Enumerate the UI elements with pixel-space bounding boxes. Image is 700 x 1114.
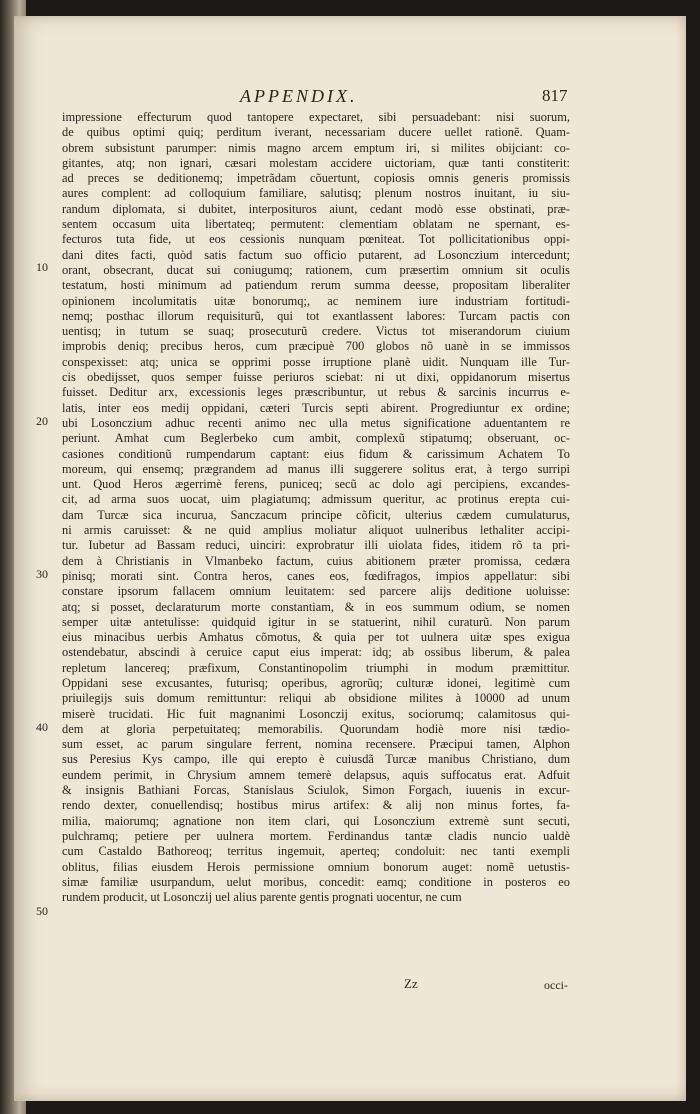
catchword: occi- [544, 978, 568, 992]
text-line: ni armis caruisset: & ne quid amplius moliatur aliquot uulneribus lethaliter accipi- [62, 523, 570, 538]
text-line: semper uitæ antetulisse: quidquid igitur in se statuerint, nihil curaturũ. Non parum [62, 614, 570, 629]
text-line: uentisq; in tutum se suaq; prosecuturũ credere. Victus tot miserandorum ciuium [62, 324, 570, 339]
text-line: ostendebatur, abscindi à ceruice caput eius imperat: idq; ab ossibus liberum, & palea [62, 645, 570, 660]
text-line: fuisset. Deditur arx, excessionis leges præscribuntur, ut rebus & sarcinis incurrus e- [62, 385, 570, 400]
text-line: tur. Iubetur ad Bassam reduci, uinciri: exprobratur illi uiolata fides, itidem rõ ta pri- [62, 538, 570, 553]
text-line: aures complent: ad colloquium familiare, salutisq; plenum nostros inuitant, iu siu- [62, 186, 570, 201]
body-text [62, 110, 570, 905]
text-line: pulchramq; petiere per uulnera mortem. Ferdinandus tantæ cladis nuncio ualdè [62, 828, 570, 843]
text-line: moreum, qui ensemq; prægrandem ad manus illi suggerere solitus erat, à tergo surripi [62, 461, 570, 476]
text-line: priuilegijs suis domum remittuntur: reliqui ab obsidione milites à 10000 ad unum [62, 691, 570, 706]
text-line: cit, ad arma suos uocat, uim plagiatumq; admissum queritur, ac protinus erepta cui- [62, 492, 570, 507]
text-line: eius minacibus uerbis Amhatus cõmotus, & quia per tot uulnera uitæ spes exigua [62, 630, 570, 645]
text-line: cum Castaldo Bathoreoq; territus ingemuit, aperteq; condoluit: nec tanti exempli [62, 844, 570, 859]
running-head: APPENDIX. [240, 86, 358, 106]
text-line: pinisq; morati sint. Contra heros, canes eos, fœdifragos, impios appellatur: sibi [62, 568, 570, 583]
margin-line-number: 40 [36, 720, 48, 734]
text-line: improbis deniq; precibus heros, cum præcipuè 700 globos nõ uanè in se immissos [62, 339, 570, 354]
text-line: gitantes, atq; non ignari, cæsari molestam accidere uictoriam, quæ tanti constiterit: [62, 155, 570, 170]
signature-mark: Zz [404, 976, 418, 991]
text-line: repletum lancereq; præfixum, Constantinopolim triumphi in modum præmittitur. [62, 660, 570, 675]
margin-line-number: 30 [36, 567, 48, 581]
text-line: conspexisset: atq; unica se opprimi posse irruptione planè uidit. Nunquam ille Tur- [62, 354, 570, 369]
text-line: dem à Christianis in Vlmanbeko factum, cuius abitionem præter promissa, cedæra [62, 553, 570, 568]
text-line: casiones conditionũ rumpendarum captant: eius fidum & carissimum Achatem To [62, 446, 570, 461]
text-line: eundem perimit, in Chrysium amnem temerè delapsus, aquis suffocatus erat. Adfuit [62, 767, 570, 782]
page-number: 817 [542, 86, 568, 105]
text-line: ubi Losonczium adhuc recenti animo nec ulla metus significatione aduentantem re [62, 415, 570, 430]
text-line: constare ipsorum fallacem omnium leuitatem: sed parcere alijs deditione uoluisse: [62, 584, 570, 599]
margin-line-number: 10 [36, 260, 48, 274]
text-line: latis, inter eos medij oppidani, cæteri Turcis septi abirent. Progrediuntur ex ordine; [62, 400, 570, 415]
text-line: nemq; posthac illorum requisiturũ, qui tot exantlassent labores: Turcam pactis con [62, 308, 570, 323]
text-line: Oppidani sese excusantes, futurisq; operibus, agrorũq; culturæ idonei, legitimè cum [62, 675, 570, 690]
text-line: atq; si posset, declaraturum morte constantiam, & in eos summum odium, se nomen [62, 599, 570, 614]
text-line: orant, obsecrant, ducat sui coniugumq; rationem, cum præsertim omnium sit oculis [62, 262, 570, 277]
text-line: miserè trucidati. Hic fuit magnanimi Losonczij exitus, sociorumq; calamitosus qui- [62, 706, 570, 721]
text-line: oblitus, filias eiusdem Herois permissione omnium bonorum auget: nomẽ uetustis- [62, 859, 570, 874]
text-line: fecturos tuta fide, ut eos cessionis nunquam pœniteat. Tot pollicitationibus oppi- [62, 232, 570, 247]
page-header [14, 86, 686, 110]
margin-line-number: 20 [36, 414, 48, 428]
text-line: obrem subsistunt parumper: nimis magno arcem emptum iri, si milites obijciant: co- [62, 140, 570, 155]
text-line: ad preces se deditionemq; impetrãdam cõuertunt, copiosis omnis generis promissis [62, 171, 570, 186]
text-line: periunt. Amhat cum Beglerbeko cum ambit, complexũ stipatumq; obseruant, oc- [62, 431, 570, 446]
text-line: impressione effecturum quod tantopere expectaret, sibi persuadebant: nisi suorum, [62, 110, 570, 124]
text-line: cis obedijsset, quos semper fuisse periuros sciebat: ni ut dixi, oppidanorum misertus [62, 370, 570, 385]
text-line: sum esset, ac parum singulare ferrent, nomina recensere. Præcipui tamen, Alphon [62, 737, 570, 752]
text-line: opinionem incolumitatis uitæ bonorumq;, ac neminem iure industriam fortitudi- [62, 293, 570, 308]
text-line: rendo dexter, conuellendisq; hostibus mirus artifex: & alij non minus fortes, fa- [62, 798, 570, 813]
book-page [14, 16, 686, 1101]
text-line: milia, maiorumq; agnatione non item clari, qui Losonczium extremè sunt secuti, [62, 813, 570, 828]
text-line: de quibus optimi quiq; perditum iverant, necessariam ducere uellet rationẽ. Quam- [62, 125, 570, 140]
text-line: testatum, hosti minimum ad patiendum rerum summa deesse, propositam liberaliter [62, 278, 570, 293]
margin-line-number: 50 [36, 904, 48, 918]
text-line: unt. Quod Heros ægerrimè ferens, puniceq; secũ ac dolo agi percipiens, excandes- [62, 477, 570, 492]
text-line: simæ familiæ usurpandum, uelut moribus, concedit: eamq; conditione in posteros eo [62, 874, 570, 889]
text-line: dem at gloria perpetuitateq; memorabilis. Quorundam hodiè more nisi tædio- [62, 721, 570, 736]
text-line: & insignis Bathiani Forcas, Stanislaus Sciulok, Simon Forgach, iuuenis in excur- [62, 783, 570, 798]
text-line: dani dites facti, quòd satis factum suo officio putarent, ad Losonczium intercedunt; [62, 247, 570, 262]
text-line: sentem occasum uita libertateq; permutent: clementiam oblatam ne spernant, es- [62, 217, 570, 232]
text-line: sus Peresius Kys campo, ille qui erepto è cuiusdã Turcæ manibus Christiano, dum [62, 752, 570, 767]
text-line: rundem producit, ut Losonczij uel alius parente gentis prognati uocentur, ne cum [62, 890, 462, 905]
text-line: dam Turcæ sica incurua, Sanczacum principe cõficit, ulterius cædem cumulaturus, [62, 507, 570, 522]
text-line: randum diplomata, si dubitet, interposituros aiunt, cedant modò esse obstinati, præ- [62, 201, 570, 216]
